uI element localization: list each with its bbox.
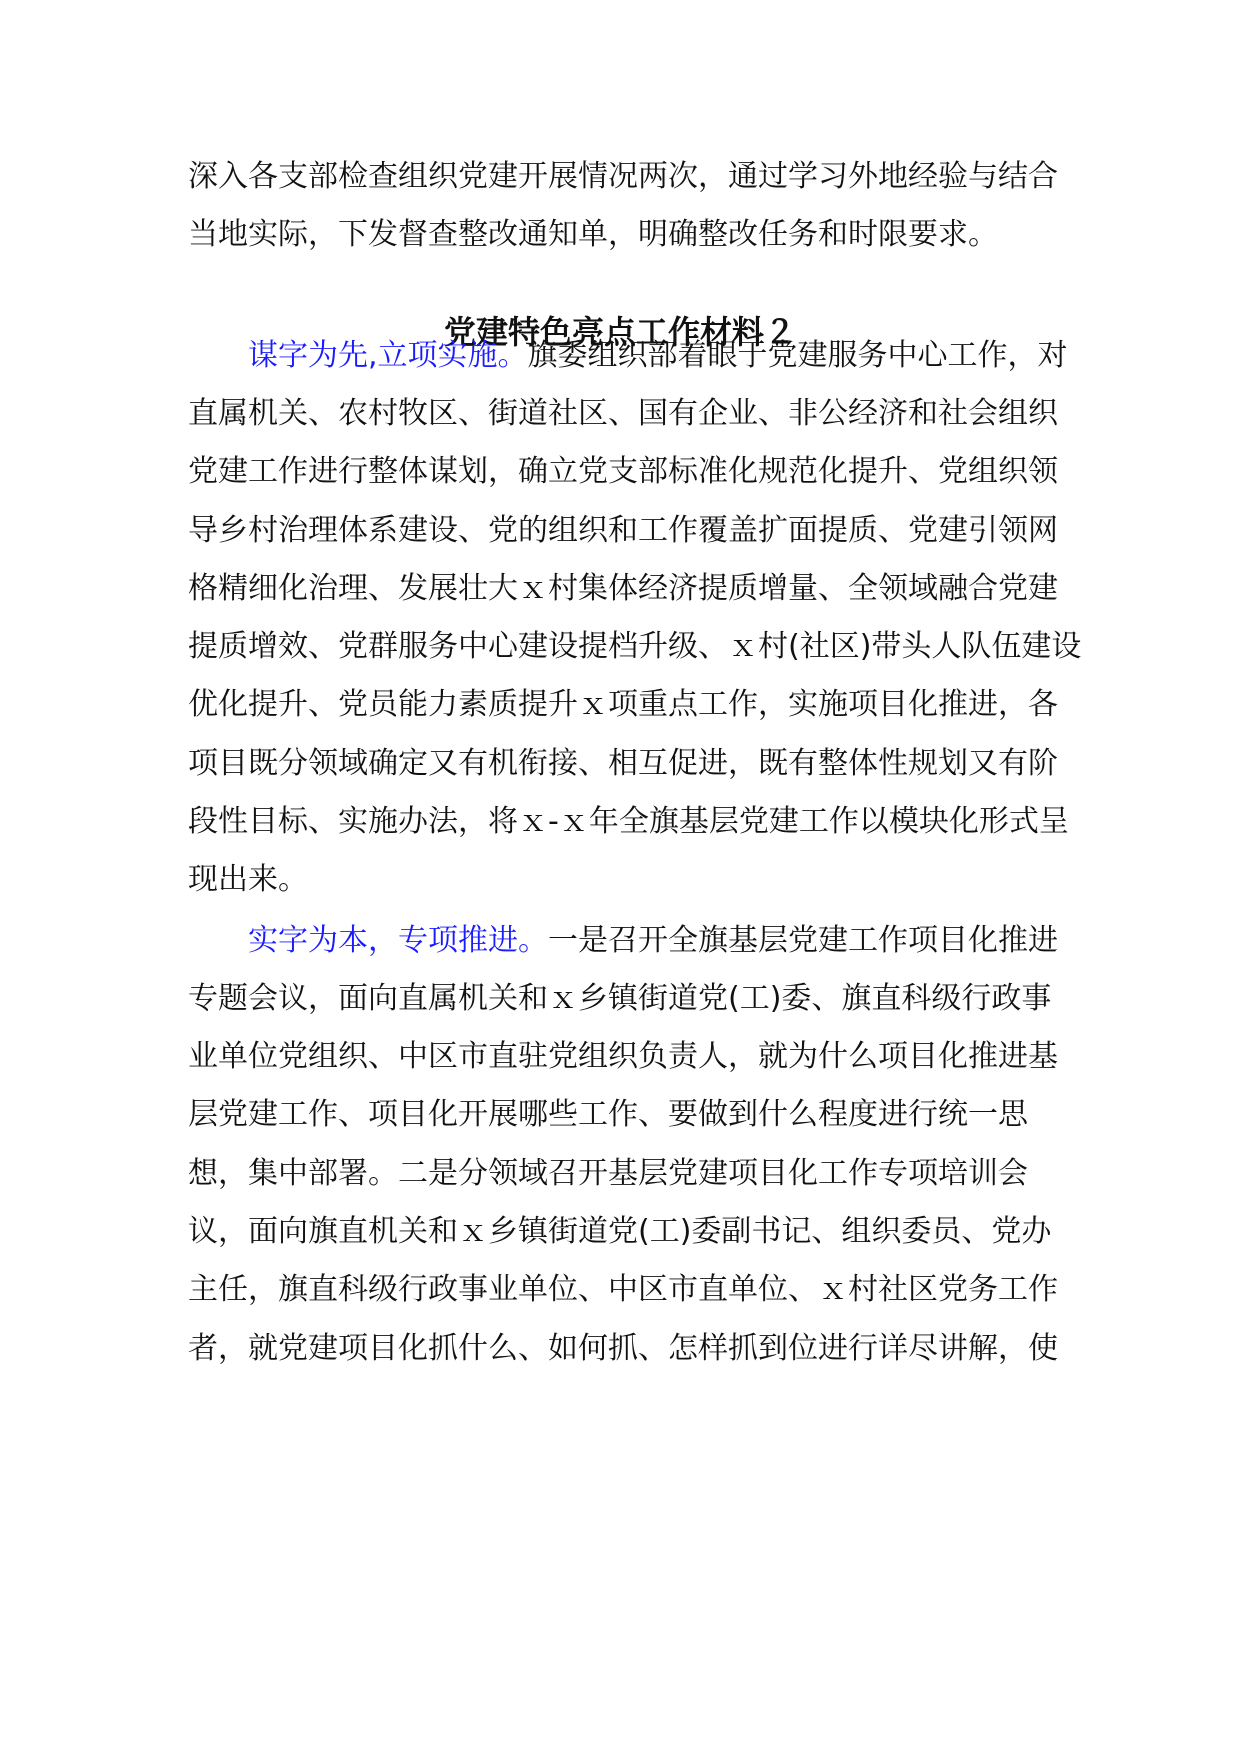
body-line: 导乡村治理体系建设、党的组织和工作覆盖扩面提质、党建引领网 (188, 513, 1058, 548)
section-title: 党建特色亮点工作材料２ (443, 313, 796, 351)
body-line: 项目既分领域确定又有机衔接、相互促进，既有整体性规划又有阶 (188, 746, 1058, 781)
body-line: 直属机关、农村牧区、街道社区、国有企业、非公经济和社会组织 (188, 396, 1058, 431)
body-line: 提质增效、党群服务中心建设提档升级、ｘ村(社区)带头人队伍建设 (188, 629, 1082, 664)
body-line: 格精细化治理、发展壮大ｘ村集体经济提质增量、全领域融合党建 (188, 571, 1058, 606)
paragraph-first-line (248, 921, 1058, 961)
paragraph-text: 一是召开全旗基层党建工作项目化推进 (548, 923, 1058, 958)
paragraph-heading: 谋字为先,立项实施。 (248, 338, 528, 373)
body-line: 主任，旗直科级行政事业单位、中区市直单位、ｘ村社区党务工作 (188, 1272, 1058, 1307)
body-line: 业单位党组织、中区市直驻党组织负责人，就为什么项目化推进基 (188, 1039, 1058, 1074)
paragraph-heading: 实字为本，专项推进。 (248, 923, 548, 958)
body-line: 层党建工作、项目化开展哪些工作、要做到什么程度进行统一思 (188, 1097, 1028, 1132)
body-line: 优化提升、党员能力素质提升ｘ项重点工作，实施项目化推进，各 (188, 687, 1058, 722)
body-line: 段性目标、实施办法，将ｘ-ｘ年全旗基层党建工作以模块化形式呈 (188, 804, 1069, 839)
body-line: 现出来。 (188, 862, 308, 897)
body-line: 议，面向旗直机关和ｘ乡镇街道党(工)委副书记、组织委员、党办 (188, 1214, 1052, 1249)
body-line: 者，就党建项目化抓什么、如何抓、怎样抓到位进行详尽讲解，使 (188, 1331, 1058, 1366)
body-line: 想，集中部署。二是分领域召开基层党建项目化工作专项培训会 (188, 1156, 1028, 1191)
paragraph-first-line (248, 336, 1068, 376)
intro-line: 深入各支部检查组织党建开展情况两次，通过学习外地经验与结合 (188, 159, 1058, 194)
body-line: 党建工作进行整体谋划，确立党支部标准化规范化提升、党组织领 (188, 454, 1058, 489)
body-line: 专题会议，面向直属机关和ｘ乡镇街道党(工)委、旗直科级行政事 (188, 981, 1052, 1016)
paragraph-text: 旗委组织部着眼于党建服务中心工作，对 (527, 338, 1068, 373)
intro-line: 当地实际，下发督查整改通知单，明确整改任务和时限要求。 (188, 217, 998, 252)
